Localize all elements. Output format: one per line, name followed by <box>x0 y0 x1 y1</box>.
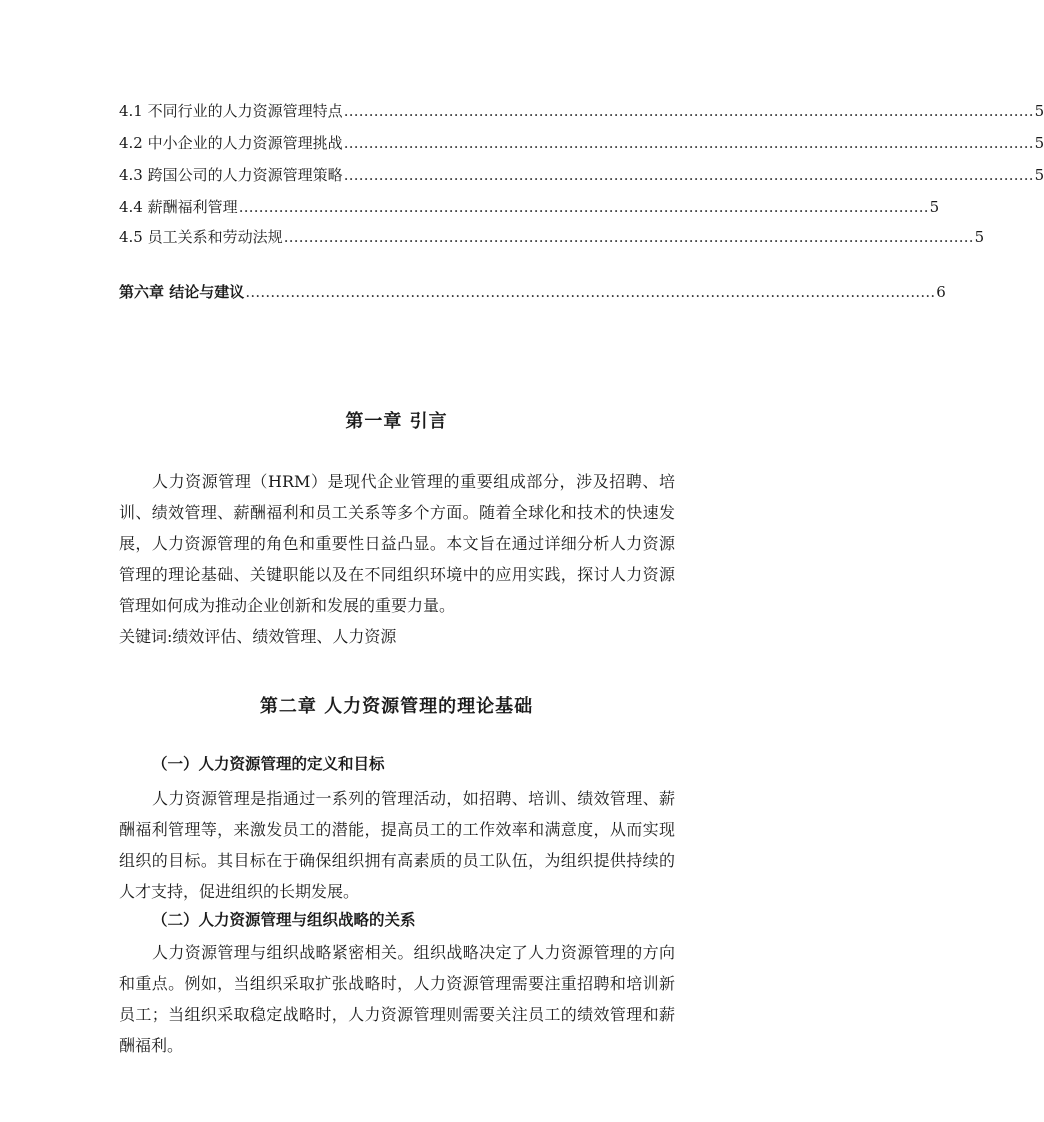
toc-item-page: 5 <box>974 228 985 246</box>
chapter-2-title: 第二章 人力资源管理的理论基础 <box>259 696 534 717</box>
toc-chapter-6[interactable] <box>119 280 946 304</box>
toc-item-page: 5 <box>1034 134 1044 152</box>
toc-leader-dots: ………………………………………………………………………………………………………………………… <box>343 102 1034 120</box>
section-2-body: 人力资源管理与组织战略紧密相关。组织战略决定了人力资源管理的方向和重点。例如，当组织采取扩张战略时，人力资源管理需要注重招聘和培训新员工；当组织采取稳定战略时，人力资源管理则需要关注员工的绩效管理和薪酬福利。 <box>119 943 675 1055</box>
toc-item[interactable] <box>119 163 1044 187</box>
toc-item[interactable] <box>119 99 1044 123</box>
toc-item[interactable] <box>119 131 1044 155</box>
chapter-1-title: 第一章 引言 <box>345 411 448 432</box>
toc-chapter-page: 6 <box>936 283 946 301</box>
toc-item-label: 4.2 中小企业的人力资源管理挑战 <box>119 134 343 152</box>
toc-leader-dots: ………………………………………………………………………………………………………………………… <box>343 166 1034 184</box>
toc-item[interactable] <box>119 195 940 219</box>
toc-leader-dots: ………………………………………………………………………………………………………………………… <box>238 198 929 216</box>
toc-item-page: 5 <box>929 198 940 216</box>
section-1-title: （一）人力资源管理的定义和目标 <box>152 755 385 773</box>
toc-chapter-label: 第六章 结论与建议 <box>119 283 245 301</box>
keywords: 关键词:绩效评估、绩效管理、人力资源 <box>119 627 397 646</box>
toc-leader-dots: ………………………………………………………………………………………………………………………… <box>283 228 974 246</box>
toc-item-label: 4.4 薪酬福利管理 <box>119 198 238 216</box>
toc-item-label: 4.1 不同行业的人力资源管理特点 <box>119 102 343 120</box>
toc-item-page: 5 <box>1034 166 1044 184</box>
toc-leader-dots: ………………………………………………………………………………………………………………………… <box>245 283 936 301</box>
section-1-body: 人力资源管理是指通过一系列的管理活动，如招聘、培训、绩效管理、薪酬福利管理等，来激发员工的潜能，提高员工的工作效率和满意度，从而实现组织的目标。其目标在于确保组织拥有高素质的员工队伍，为组织提供持续的人才支持，促进组织的长期发展。 <box>119 789 675 901</box>
toc-item-label: 4.3 跨国公司的人力资源管理策略 <box>119 166 343 184</box>
toc-item-page: 5 <box>1034 102 1044 120</box>
toc-item[interactable] <box>119 225 985 249</box>
toc-item-label: 4.5 员工关系和劳动法规 <box>119 228 283 246</box>
chapter-1-body: 人力资源管理（HRM）是现代企业管理的重要组成部分，涉及招聘、培训、绩效管理、薪酬福利和员工关系等多个方面。随着全球化和技术的快速发展，人力资源管理的角色和重要性日益凸显。本文旨在通过详细分析人力资源管理的理论基础、关键职能以及在不同组织环境中的应用实践，探讨人力资源管理如何成为推动企业创新和发展的重要力量。 <box>119 472 675 615</box>
toc-leader-dots: ………………………………………………………………………………………………………………………… <box>343 134 1034 152</box>
section-2-title: （二）人力资源管理与组织战略的关系 <box>152 911 416 929</box>
